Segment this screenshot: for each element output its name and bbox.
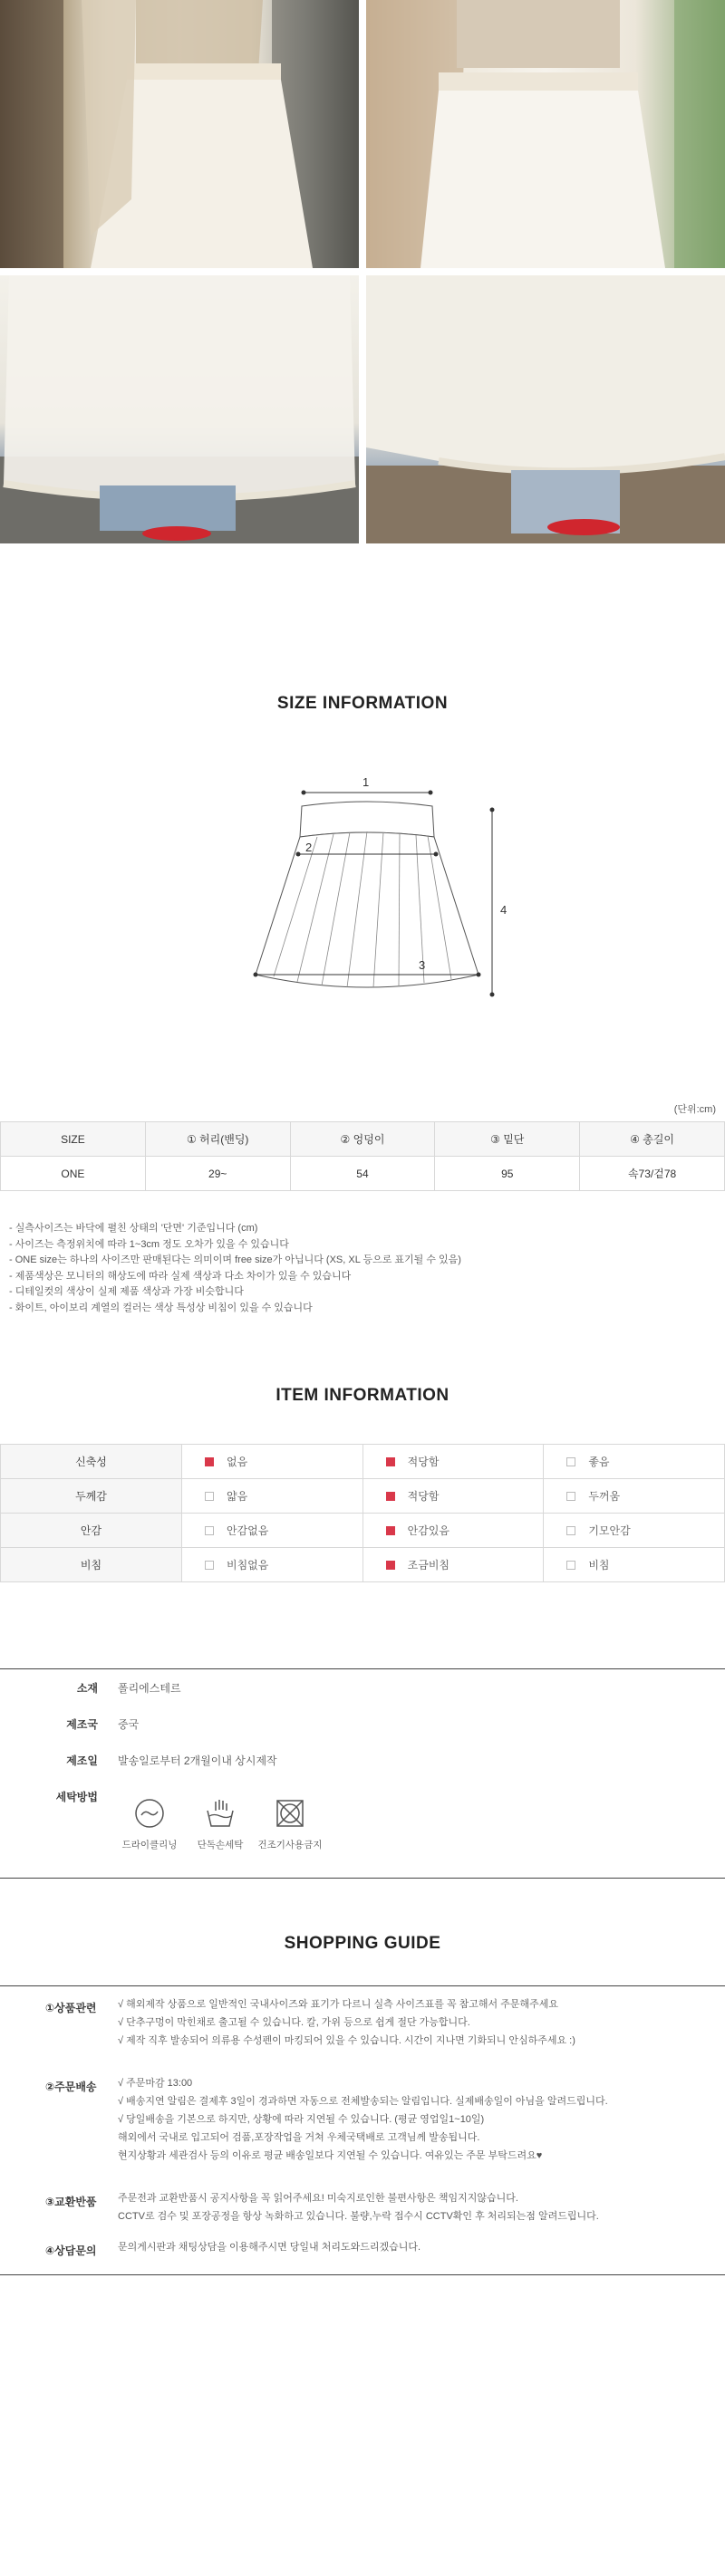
item-option xyxy=(182,1445,363,1479)
product-photo-hem-front xyxy=(0,275,359,543)
size-table-header-row xyxy=(1,1122,725,1157)
size-cell-waist: 29~ xyxy=(145,1157,290,1191)
guide-line: √ 당일배송을 기본으로 하지만, 상황에 따라 지연될 수 있습니다. (평균 영업일1~10일) xyxy=(118,2114,485,2125)
option-label: 비침 xyxy=(588,1559,610,1572)
shopping-guide xyxy=(0,1985,725,2275)
item-option xyxy=(362,1514,544,1548)
guide-label-shipping: ②주문배송 xyxy=(45,2081,97,2093)
checkbox-empty-icon xyxy=(205,1492,214,1501)
size-table xyxy=(0,1121,725,1191)
option-label: 안감있음 xyxy=(407,1524,450,1537)
option-label: 좋음 xyxy=(588,1456,610,1468)
size-header-length: ④ 총길이 xyxy=(580,1122,725,1157)
guide-line: √ 주문마감 13:00 xyxy=(118,2078,193,2089)
size-note: - 화이트, 아이보리 계열의 컬러는 색상 특성상 비침이 있을 수 있습니다 xyxy=(9,1302,313,1313)
product-photo-grid xyxy=(0,0,725,543)
manufacture-date-label: 제조일 xyxy=(66,1754,98,1767)
item-row-stretch xyxy=(1,1445,725,1479)
guide-line: √ 해외제작 상품으로 일반적인 국내사이즈와 표기가 다르니 실측 사이즈표를 꼭 참고해서 주문해주세요 xyxy=(118,1999,558,2010)
checkbox-empty-icon xyxy=(566,1492,575,1501)
item-label: 비침 xyxy=(1,1548,182,1582)
option-label: 기모안감 xyxy=(588,1524,631,1537)
option-label: 두꺼움 xyxy=(588,1490,621,1503)
item-option xyxy=(544,1445,725,1479)
checkbox-checked-icon xyxy=(386,1492,395,1501)
item-row-lining xyxy=(1,1514,725,1548)
no-tumble-dry-icon xyxy=(273,1796,307,1831)
size-header-waist: ① 허리(밴딩) xyxy=(145,1122,290,1157)
checkbox-empty-icon xyxy=(566,1457,575,1466)
item-label: 안감 xyxy=(1,1514,182,1548)
guide-text-inquiry xyxy=(118,2238,420,2256)
washing-label: 세탁방법 xyxy=(55,1791,98,1803)
guide-text-product xyxy=(118,1995,575,2050)
size-note: - 제품색상은 모니터의 해상도에 따라 실제 색상과 다소 차이가 있을 수 있습니다 xyxy=(9,1270,352,1282)
size-note: - 사이즈는 측정위치에 따라 1~3cm 정도 오차가 있을 수 있습니다 xyxy=(9,1238,289,1250)
product-photo-side-waist xyxy=(366,0,725,268)
care-dry-clean xyxy=(113,1796,186,1851)
manufacture-date-value: 발송일로부터 2개월이내 상시제작 xyxy=(118,1754,277,1767)
checkbox-empty-icon xyxy=(566,1561,575,1570)
country-label: 제조국 xyxy=(66,1718,98,1731)
guide-line: 주문전과 교환반품시 공지사항을 꼭 읽어주세요! 미숙지로인한 불편사항은 책임지지않습니다. xyxy=(118,2193,518,2204)
care-label: 드라이클리닝 xyxy=(121,1840,178,1850)
size-information-title: SIZE INFORMATION xyxy=(276,694,449,713)
item-option xyxy=(362,1479,544,1514)
size-note: - ONE size는 하나의 사이즈만 판매된다는 의미이며 free size가 아닙니다 (XS, XL 등으로 표기될 수 있음) xyxy=(9,1254,461,1265)
size-table-row xyxy=(1,1157,725,1191)
material-value: 폴리에스테르 xyxy=(118,1682,181,1695)
guide-line: √ 제작 직후 발송되어 의류용 수성펜이 마킹되어 있을 수 있습니다. 시간이 지나면 기화되니 안심하주세요 :) xyxy=(118,2035,575,2046)
size-notes xyxy=(9,1221,461,1316)
care-label: 건조기사용금지 xyxy=(257,1840,323,1850)
product-photo-hem-side xyxy=(366,275,725,543)
checkbox-empty-icon xyxy=(205,1526,214,1535)
checkbox-checked-icon xyxy=(205,1457,214,1466)
care-hand-wash xyxy=(184,1796,256,1851)
guide-text-shipping xyxy=(118,2074,608,2165)
diagram-label-length: 4 xyxy=(500,903,508,917)
guide-line: 현지상황과 세관검사 등의 이유로 평균 배송일보다 지연될 수 있습니다. 여유있는 주문 부탁드려요♥ xyxy=(118,2150,543,2161)
guide-line: √ 배송지연 알림은 결제후 3일이 경과하면 자동으로 전체발송되는 알림입니다. 실제배송일이 아님을 알려드립니다. xyxy=(118,2096,608,2107)
item-label: 두께감 xyxy=(1,1479,182,1514)
option-label: 얇음 xyxy=(227,1490,248,1503)
size-header-hip: ② 엉덩이 xyxy=(290,1122,435,1157)
care-no-tumble-dry xyxy=(254,1796,326,1851)
diagram-label-hip: 2 xyxy=(305,841,313,854)
option-label: 조금비침 xyxy=(407,1559,450,1572)
guide-label-product: ①상품관련 xyxy=(45,2002,97,2014)
guide-text-exchange xyxy=(118,2189,599,2225)
item-option xyxy=(182,1479,363,1514)
size-header-hem: ③ 밑단 xyxy=(435,1122,580,1157)
country-value: 중국 xyxy=(118,1718,140,1731)
material-info xyxy=(0,1668,725,1879)
skirt-size-diagram xyxy=(218,768,517,1022)
checkbox-checked-icon xyxy=(386,1457,395,1466)
option-label: 없음 xyxy=(227,1456,248,1468)
diagram-label-waist: 1 xyxy=(362,775,370,789)
size-cell-size: ONE xyxy=(1,1157,146,1191)
size-cell-hip: 54 xyxy=(290,1157,435,1191)
option-label: 적당함 xyxy=(407,1456,440,1468)
option-label: 적당함 xyxy=(407,1490,440,1503)
dry-clean-icon xyxy=(132,1796,167,1831)
item-option xyxy=(362,1445,544,1479)
checkbox-empty-icon xyxy=(566,1526,575,1535)
material-label: 소재 xyxy=(76,1682,98,1695)
item-row-thickness xyxy=(1,1479,725,1514)
item-label: 신축성 xyxy=(1,1445,182,1479)
care-label: 단독손세탁 xyxy=(197,1840,244,1850)
hand-wash-icon xyxy=(203,1796,237,1831)
checkbox-empty-icon xyxy=(205,1561,214,1570)
shopping-guide-title: SHOPPING GUIDE xyxy=(284,1934,441,1953)
size-note: - 디테일컷의 색상이 실제 제품 색상과 가장 비슷합니다 xyxy=(9,1286,244,1297)
guide-line: CCTV로 검수 및 포장공정을 항상 녹화하고 있습니다. 불량,누락 접수시 CCTV확인 후 처리되는점 알려드립니다. xyxy=(118,2211,599,2222)
size-cell-length: 속73/겉78 xyxy=(580,1157,725,1191)
item-option xyxy=(182,1514,363,1548)
item-option xyxy=(544,1548,725,1582)
checkbox-checked-icon xyxy=(386,1526,395,1535)
item-option xyxy=(362,1548,544,1582)
size-header-size: SIZE xyxy=(1,1122,146,1157)
guide-label-inquiry: ④상담문의 xyxy=(45,2244,97,2257)
diagram-label-hem: 3 xyxy=(419,958,426,972)
item-option xyxy=(544,1479,725,1514)
guide-line: √ 단추구멍이 막힌채로 출고될 수 있습니다. 칼, 가위 등으로 쉽게 절단 가능합니다. xyxy=(118,2017,470,2028)
size-cell-hem: 95 xyxy=(435,1157,580,1191)
item-info-table xyxy=(0,1444,725,1582)
product-photo-front-waist xyxy=(0,0,359,268)
option-label: 비침없음 xyxy=(227,1559,269,1572)
checkbox-checked-icon xyxy=(386,1561,395,1570)
option-label: 안감없음 xyxy=(227,1524,269,1537)
size-unit-label: (단위:cm) xyxy=(673,1104,716,1115)
guide-line: 문의게시판과 채팅상담을 이용해주시면 당일내 처리도와드리겠습니다. xyxy=(118,2242,421,2253)
item-option xyxy=(544,1514,725,1548)
item-row-sheerness xyxy=(1,1548,725,1582)
size-note: - 실측사이즈는 바닥에 펼친 상태의 '단면' 기준입니다 (cm) xyxy=(9,1223,258,1234)
item-option xyxy=(182,1548,363,1582)
item-information-title: ITEM INFORMATION xyxy=(276,1386,450,1405)
guide-label-exchange: ③교환반품 xyxy=(45,2196,97,2208)
guide-line: 해외에서 국내로 입고되어 검품,포장작업을 거쳐 우체국택배로 고객님께 발송됩니다. xyxy=(118,2132,480,2143)
